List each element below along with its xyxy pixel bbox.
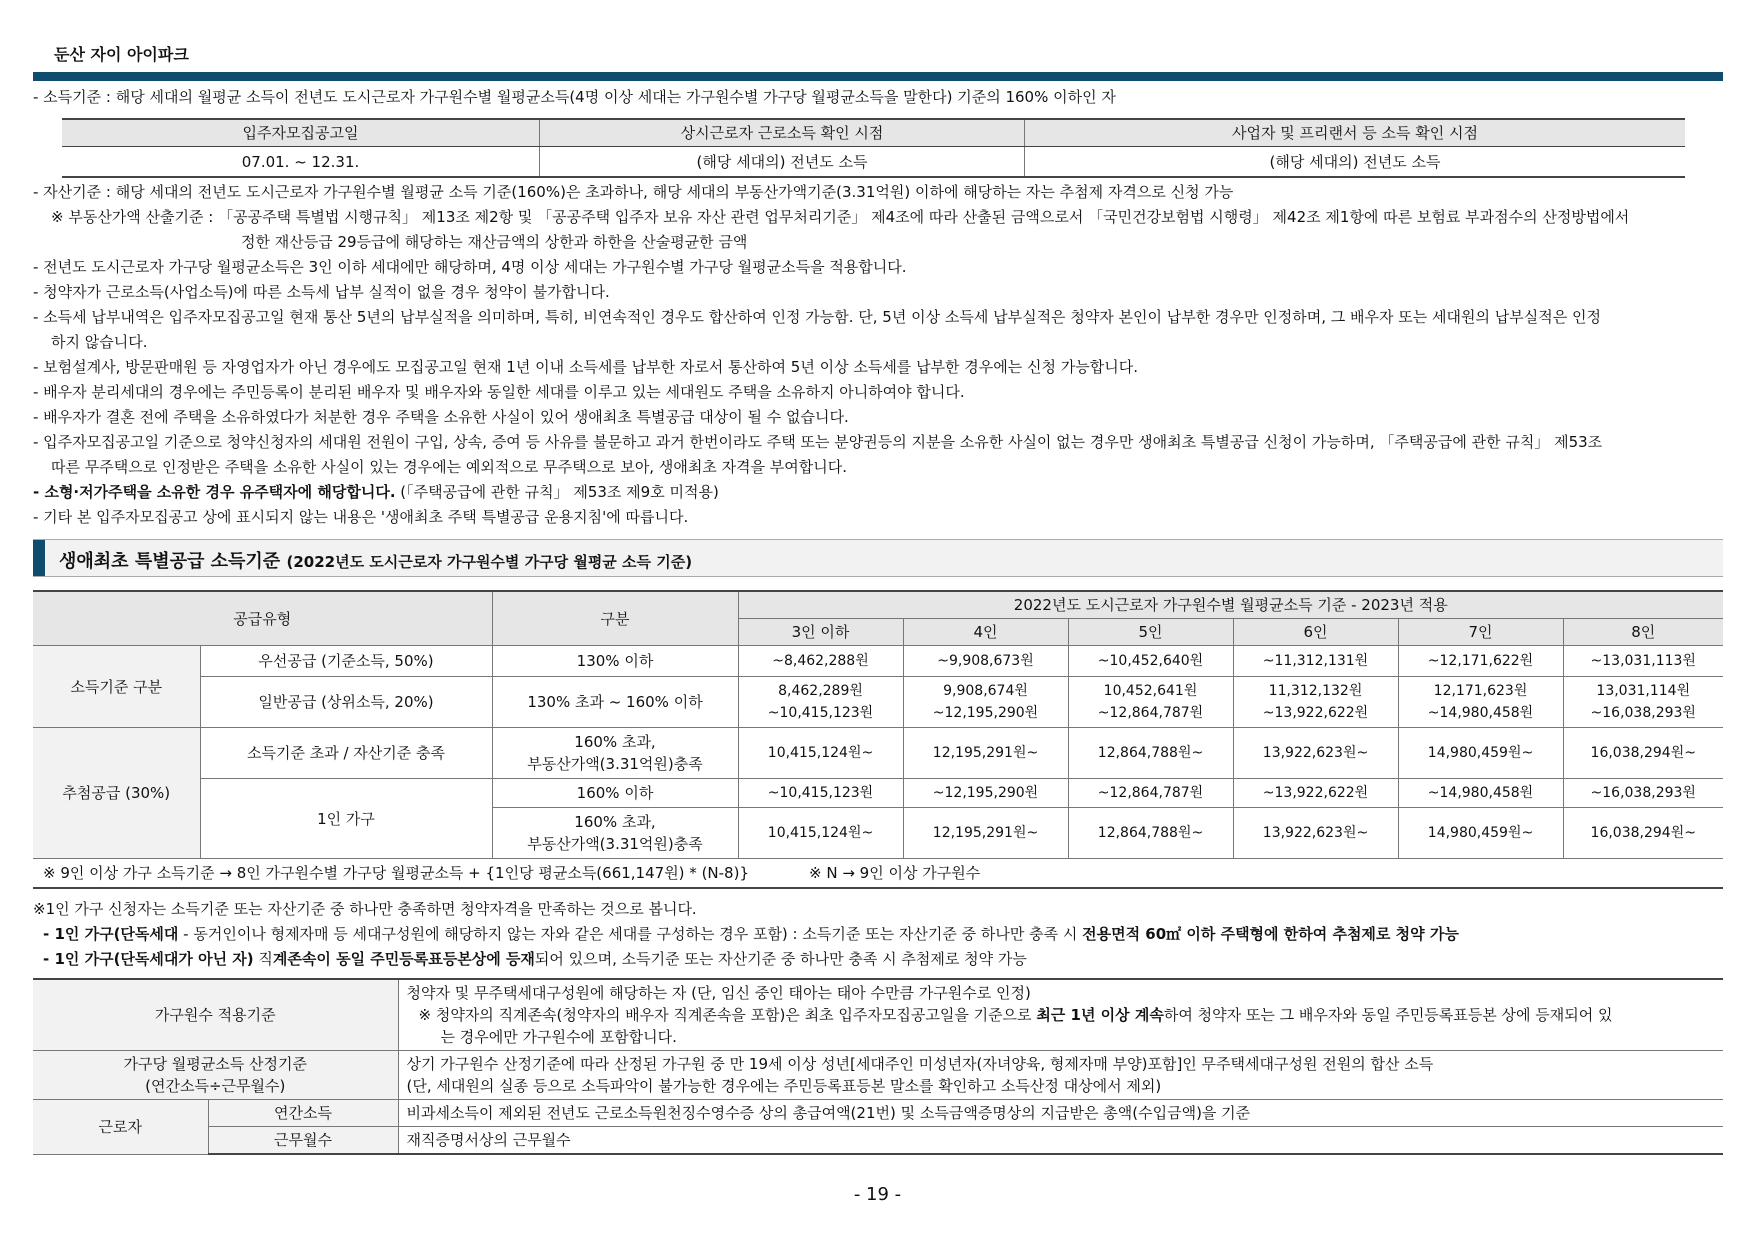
value-cell: 12,864,788원~ xyxy=(1068,728,1233,779)
header-size: 4인 xyxy=(903,619,1068,646)
value-line: ~14,980,458원 xyxy=(1427,705,1534,721)
income-basis xyxy=(33,85,1733,110)
note-item: - 배우자 분리세대의 경우에는 주민등록이 분리된 배우자 및 배우자와 동일한 세대를 이루고 있는 세대원도 주택을 소유하지 아니하여야 합니다. xyxy=(33,383,965,401)
criteria-table xyxy=(33,978,1723,1155)
header-cell: 상시근로자 근로소득 확인 시점 xyxy=(540,119,1025,147)
criteria-line xyxy=(407,1004,1716,1026)
income-basis-text: - 소득기준 : 해당 세대의 월평균 소득이 전년도 도시근로자 가구원수별 월평균소득(4명 이상 세대는 가구원수별 가구당 월평균소득을 말한다) 기준의 160% 이하인 자 xyxy=(33,88,1116,106)
header-cell: 사업자 및 프리랜서 등 소득 확인 시점 xyxy=(1025,119,1686,147)
table-cell: 07.01. ~ 12.31. xyxy=(62,147,540,178)
header-cell: 입주자모집공고일 xyxy=(62,119,540,147)
header-size: 3인 이하 xyxy=(738,619,903,646)
class-cell: 130% 초과 ~ 160% 이하 xyxy=(492,677,738,728)
label-line: 가구당 월평균소득 산정기준 xyxy=(123,1055,307,1073)
value-cell: ~12,171,622원 xyxy=(1398,646,1563,677)
value-cell: 12,195,291원~ xyxy=(903,728,1068,779)
note-item: - 입주자모집공고일 기준으로 청약신청자의 세대원 전원이 구입, 상속, 증여 등 사유를 불문하고 과거 한번이라도 주택 또는 분양권등의 지분을 소유한 사실이 없는 경우만 생애최초 특별공급 신청이 가능하며, 「주택공급에 관한 규칙」 제53조 xyxy=(33,433,1603,451)
header-class: 구분 xyxy=(492,591,738,646)
value-cell: ~13,922,622원 xyxy=(1233,779,1398,808)
value-cell: ~12,195,290원 xyxy=(903,779,1068,808)
value-line: ~13,922,622원 xyxy=(1262,705,1369,721)
value-cell: ~8,462,288원 xyxy=(738,646,903,677)
class-cell: 160% 이하 xyxy=(492,779,738,808)
header-supply-type: 공급유형 xyxy=(33,591,492,646)
plain-text: 직 xyxy=(253,950,273,968)
value-line: 11,312,132원 xyxy=(1268,683,1363,699)
value-cell: 13,922,623원~ xyxy=(1233,728,1398,779)
bold-text: - 1인 가구(단독세대가 아닌 자) xyxy=(43,950,254,968)
value-cell xyxy=(738,677,903,728)
value-line: 13,031,114원 xyxy=(1596,683,1691,699)
criteria-line: 상기 가구원수 산정기준에 따라 산정된 가구원 중 만 19세 이상 성년[세대주인 미성년자(자녀양육, 형제자매 부양)포함]인 무주택세대구성원 전원의 합산 소득 xyxy=(406,1055,1434,1073)
table-row xyxy=(33,1127,1723,1155)
note-item: - 기타 본 입주자모집공고 상에 표시되지 않는 내용은 '생애최초 주택 특별공급 운용지침'에 따릅니다. xyxy=(33,508,689,526)
value-cell: ~10,415,123원 xyxy=(738,779,903,808)
table-cell: (해당 세대의) 전년도 소득 xyxy=(540,147,1025,178)
supply-type: 소득기준 초과 / 자산기준 충족 xyxy=(200,728,492,779)
note-item-cont: 따른 무주택으로 인정받은 주택을 소유한 사실이 있는 경우에는 예외적으로 무주택으로 보아, 생애최초 자격을 부여합니다. xyxy=(51,458,848,476)
table-row xyxy=(33,1100,1723,1127)
criteria-line: 청약자 및 무주택세대구성원에 해당하는 자 (단, 임신 중인 태아는 태아 수만큼 가구원수로 인정) xyxy=(406,984,1031,1002)
value-cell: 12,195,291원~ xyxy=(903,808,1068,859)
class-line: 160% 초과, xyxy=(574,813,656,831)
single-household-notes xyxy=(33,897,1733,972)
value-line: 9,908,674원 xyxy=(943,683,1028,699)
class-line: 부동산가액(3.31억원)충족 xyxy=(527,835,703,853)
table-row xyxy=(33,677,1723,728)
criteria-value xyxy=(398,1051,1723,1100)
class-cell xyxy=(492,808,738,859)
confirm-table-header xyxy=(62,119,1685,147)
section-subtitle: (2022년도 도시근로자 가구원수별 가구당 월평균 소득 기준) xyxy=(286,553,693,571)
supply-type: 일반공급 (상위소득, 20%) xyxy=(200,677,492,728)
label-line: (연간소득÷근무월수) xyxy=(145,1077,286,1095)
value-cell: 14,980,459원~ xyxy=(1398,808,1563,859)
header-size: 7인 xyxy=(1398,619,1563,646)
footnote-text: ※ N → 9인 이상 가구원수 xyxy=(809,864,981,882)
value-cell: ~9,908,673원 xyxy=(903,646,1068,677)
plain-text: - 동거인이나 형제자매 등 세대구성원에 해당하지 않는 자와 같은 세대를 구성하는 경우 포함) : 소득기준 또는 자산기준 중 하나만 충족 시 xyxy=(178,925,1083,943)
footnote-text: ※ 9인 이상 가구 소득기준 → 8인 가구원수별 가구당 월평균소득 + {1인당 평균소득(661,147원) * (N-8)} xyxy=(43,864,749,882)
bold-text: 최근 1년 이상 계속 xyxy=(1036,1006,1164,1024)
category-income: 소득기준 구분 xyxy=(33,646,200,728)
value-line: 10,452,641원 xyxy=(1103,683,1198,699)
value-cell xyxy=(1068,677,1233,728)
plain-text: 하여 청약자 또는 그 배우자와 동일 주민등록표등본 상에 등재되어 있 xyxy=(1163,1006,1613,1024)
value-line: ~12,195,290원 xyxy=(932,705,1039,721)
note-asset-calc: ※ 부동산가액 산출기준 : 「공공주택 특별법 시행규칙」 제13조 제2항 및 「공공주택 입주자 보유 자산 관련 업무처리기준」 제4조에 따라 산출된 금액으로서 「국민건강보험법 시행령」 제42조 제1항에 따른 보험료 부과점수의 산정방법에서 xyxy=(51,208,1630,226)
section-title-text: 생애최초 특별공급 소득기준 xyxy=(59,551,281,572)
criteria-value: 비과세소득이 제외된 전년도 근로소득원천징수영수증 상의 총급여액(21번) 및 소득금액증명상의 지급받은 총액(수입금액)을 기준 xyxy=(398,1100,1723,1127)
value-cell: 16,038,294원~ xyxy=(1563,728,1723,779)
doc-title: 둔산 자이 아이파크 xyxy=(54,45,189,64)
criteria-label xyxy=(33,1051,398,1100)
table-header-row xyxy=(33,591,1723,619)
plain-text: ※ 청약자의 직계존속(청약자의 배우자 직계존속을 포함)은 최초 입주자모집공고일을 기준으로 xyxy=(418,1006,1037,1024)
value-cell: 13,922,623원~ xyxy=(1233,808,1398,859)
note-rest: (「주택공급에 관한 규칙」 제53조 제9호 미적용) xyxy=(395,483,719,501)
value-cell: 10,415,124원~ xyxy=(738,808,903,859)
supply-type: 1인 가구 xyxy=(200,779,492,859)
single-note xyxy=(33,922,1733,947)
value-cell: 16,038,294원~ xyxy=(1563,808,1723,859)
note-item: - 소득세 납부내역은 입주자모집공고일 현재 통산 5년의 납부실적을 의미하며, 특히, 비연속적인 경우도 합산하여 인정 가능함. 단, 5년 이상 소득세 납부실적은 청약자 본인이 납부한 경우만 인정하며, 그 배우자 또는 세대원의 납부실적은 인정 xyxy=(33,308,1601,326)
table-row xyxy=(62,147,1685,178)
criteria-line: (단, 세대원의 실종 등으로 소득파악이 불가능한 경우에는 주민등록표등본 말소를 확인하고 소득산정 대상에서 제외) xyxy=(406,1077,1162,1095)
footnote-row xyxy=(33,859,1723,889)
table-row xyxy=(33,779,1723,808)
value-cell xyxy=(1398,677,1563,728)
bold-text: 전용면적 60㎡ 이하 주택형에 한하여 추첨제로 청약 가능 xyxy=(1082,925,1459,943)
class-line: 160% 초과, xyxy=(574,733,656,751)
table-row xyxy=(33,1051,1723,1100)
header-size: 8인 xyxy=(1563,619,1723,646)
criteria-value: 재직증명서상의 근무월수 xyxy=(398,1127,1723,1155)
value-cell xyxy=(903,677,1068,728)
value-line: ~10,415,123원 xyxy=(767,705,874,721)
note-asset-calc-cont: 정한 재산등급 29등급에 해당하는 재산금액의 상한과 하한을 산술평균한 금액 xyxy=(241,233,748,251)
criteria-label: 가구원수 적용기준 xyxy=(33,979,398,1051)
note-item: - 배우자가 결혼 전에 주택을 소유하였다가 처분한 경우 주택을 소유한 사실이 있어 생애최초 특별공급 대상이 될 수 없습니다. xyxy=(33,408,849,426)
value-cell: ~11,312,131원 xyxy=(1233,646,1398,677)
single-note xyxy=(33,947,1733,972)
value-line: ~12,864,787원 xyxy=(1097,705,1204,721)
plain-text: 되어 있으며, 소득기준 또는 자산기준 중 하나만 충족 시 추첨제로 청약 가능 xyxy=(534,950,1027,968)
criteria-sublabel: 근무월수 xyxy=(208,1127,398,1155)
supply-type: 우선공급 (기준소득, 50%) xyxy=(200,646,492,677)
note-item: - 보험설계사, 방문판매원 등 자영업자가 아닌 경우에도 모집공고일 현재 1년 이내 소득세를 납부한 자로서 통산하여 5년 이상 소득세를 납부한 경우에는 신청 가능합니다. xyxy=(33,358,1139,376)
value-cell: 14,980,459원~ xyxy=(1398,728,1563,779)
value-cell xyxy=(1563,677,1723,728)
confirm-table xyxy=(62,118,1685,178)
value-cell: 12,864,788원~ xyxy=(1068,808,1233,859)
income-table xyxy=(33,590,1723,889)
criteria-label: 근로자 xyxy=(33,1100,208,1155)
header-group: 2022년도 도시근로자 가구원수별 월평균소득 기준 - 2023년 적용 xyxy=(738,591,1723,619)
class-line: 부동산가액(3.31억원)충족 xyxy=(527,755,703,773)
value-cell: ~10,452,640원 xyxy=(1068,646,1233,677)
criteria-sublabel: 연간소득 xyxy=(208,1100,398,1127)
footnote-cell xyxy=(33,859,1723,889)
table-cell: (해당 세대의) 전년도 소득 xyxy=(1025,147,1686,178)
table-row xyxy=(33,979,1723,1051)
criteria-line: 는 경우에만 가구원수에 포함합니다. xyxy=(440,1028,677,1046)
notes-list xyxy=(33,180,1733,530)
header-size: 5인 xyxy=(1068,619,1233,646)
value-line: ~16,038,293원 xyxy=(1590,705,1696,721)
value-cell xyxy=(1233,677,1398,728)
criteria-value xyxy=(398,979,1723,1051)
note-bold: - 소형·저가주택을 소유한 경우 유주택자에 해당합니다. xyxy=(33,483,396,501)
class-cell: 130% 이하 xyxy=(492,646,738,677)
header-bar xyxy=(33,72,1723,81)
value-line: 8,462,289원 xyxy=(778,683,863,699)
table-row xyxy=(33,646,1723,677)
section-accent-bar xyxy=(33,540,45,576)
value-cell: 10,415,124원~ xyxy=(738,728,903,779)
note-item: - 전년도 도시근로자 가구당 월평균소득은 3인 이하 세대에만 해당하며, 4명 이상 세대는 가구원수별 가구당 월평균소득을 적용합니다. xyxy=(33,258,907,276)
category-lottery: 추첨공급 (30%) xyxy=(33,728,200,859)
note-item-cont: 하지 않습니다. xyxy=(51,333,148,351)
value-cell: ~12,864,787원 xyxy=(1068,779,1233,808)
section-title xyxy=(59,547,692,573)
page-number: - 19 - xyxy=(853,1184,902,1205)
bold-text: - 1인 가구(단독세대 xyxy=(43,925,179,943)
header-size: 6인 xyxy=(1233,619,1398,646)
single-note: ※1인 가구 신청자는 소득기준 또는 자산기준 중 하나만 충족하면 청약자격을 만족하는 것으로 봅니다. xyxy=(33,900,697,918)
note-item: - 청약자가 근로소득(사업소득)에 따른 소득세 납부 실적이 없을 경우 청약이 불가합니다. xyxy=(33,283,610,301)
value-cell: ~16,038,293원 xyxy=(1563,779,1723,808)
table-row xyxy=(33,728,1723,779)
value-line: 12,171,623원 xyxy=(1433,683,1528,699)
value-cell: ~14,980,458원 xyxy=(1398,779,1563,808)
class-cell xyxy=(492,728,738,779)
section-header xyxy=(33,539,1723,577)
bold-text: 계존속이 동일 주민등록표등본상에 등재 xyxy=(272,950,535,968)
value-cell: ~13,031,113원 xyxy=(1563,646,1723,677)
note-asset-basis: - 자산기준 : 해당 세대의 전년도 도시근로자 가구원수별 월평균 소득 기준(160%)은 초과하나, 해당 세대의 부동산가액기준(3.31억원) 이하에 해당하는 자는 추첨제 자격으로 신청 가능 xyxy=(33,183,1234,201)
note-item xyxy=(33,480,1733,505)
